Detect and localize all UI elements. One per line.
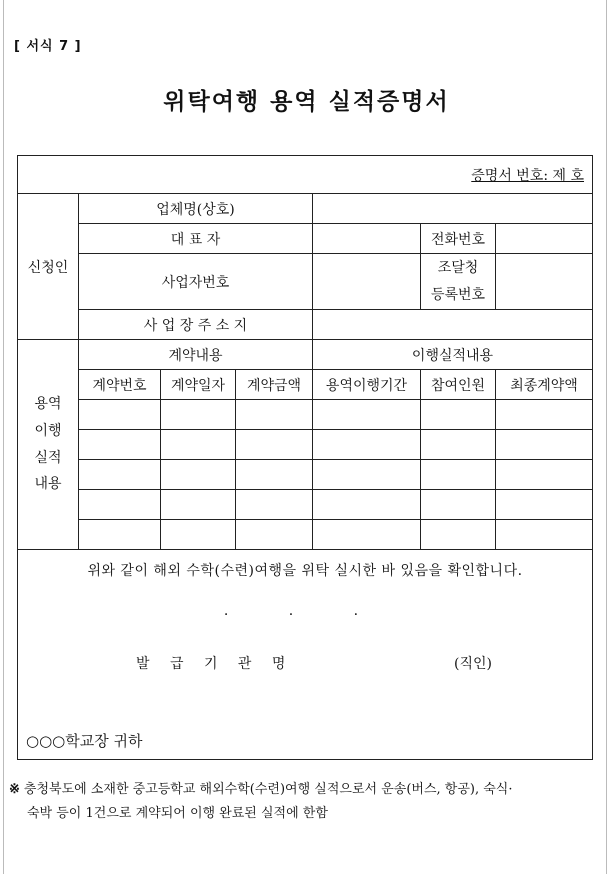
certificate-number-cell [18, 156, 593, 194]
procurement-reg-label-line1: 조달청 [437, 259, 479, 276]
address-label: 사 업 장 주 소 지 [79, 310, 313, 340]
table-cell[interactable] [79, 520, 161, 550]
table-cell[interactable] [79, 490, 161, 520]
footnote-line1 [9, 778, 605, 802]
table-row [18, 430, 593, 460]
procurement-reg-label-line2: 등록번호 [430, 286, 486, 303]
table-cell[interactable] [313, 490, 421, 520]
table-row [18, 400, 593, 430]
column-header: 참여인원 [421, 370, 496, 400]
table-cell[interactable] [161, 520, 236, 550]
table-cell[interactable] [313, 430, 421, 460]
table-cell[interactable] [161, 400, 236, 430]
table-cell[interactable] [236, 490, 313, 520]
table-row [18, 460, 593, 490]
table-cell[interactable] [236, 520, 313, 550]
table-cell[interactable] [496, 520, 593, 550]
contract-header: 계약내용 [79, 340, 313, 370]
table-cell[interactable] [421, 490, 496, 520]
seal-label: (직인) [454, 656, 492, 672]
business-reg-no-field[interactable] [313, 254, 421, 310]
table-cell[interactable] [496, 490, 593, 520]
table-cell[interactable] [421, 520, 496, 550]
column-header: 계약일자 [161, 370, 236, 400]
table-cell[interactable] [161, 430, 236, 460]
footnote-line2: 숙박 등이 1건으로 계약되어 이행 완료된 실적에 한함 [27, 806, 328, 821]
representative-label: 대 표 자 [79, 224, 313, 254]
certificate-form-table [17, 155, 593, 760]
applicant-section-label: 신청인 [18, 194, 79, 340]
table-cell[interactable] [161, 460, 236, 490]
service-label-line: 내용 [34, 476, 62, 493]
table-cell[interactable] [421, 400, 496, 430]
table-cell[interactable] [236, 430, 313, 460]
footnote [9, 778, 605, 826]
addressee: ○○○학교장 귀하 [26, 732, 143, 750]
issue-date-dots: . . . [223, 603, 387, 619]
table-cell[interactable] [496, 460, 593, 490]
business-name-label: 업체명(상호) [79, 194, 313, 224]
form-number: [ 서식 7 ] [14, 39, 82, 54]
business-name-field[interactable] [313, 194, 593, 224]
table-cell[interactable] [161, 490, 236, 520]
service-label-line: 이행 [34, 422, 62, 439]
column-header: 용역이행기간 [313, 370, 421, 400]
column-header: 최종계약액 [496, 370, 593, 400]
phone-label: 전화번호 [421, 224, 496, 254]
column-header: 계약번호 [79, 370, 161, 400]
table-cell[interactable] [236, 400, 313, 430]
procurement-reg-label [421, 254, 496, 310]
table-cell[interactable] [313, 400, 421, 430]
footnote-text-1: 충청북도에 소재한 중고등학교 해외수학(수련)여행 실적으로서 운송(버스, 항공), 숙식· [23, 782, 513, 797]
column-header: 계약금액 [236, 370, 313, 400]
table-cell[interactable] [236, 460, 313, 490]
table-cell[interactable] [79, 400, 161, 430]
table-row [18, 520, 593, 550]
confirmation-statement: 위와 같이 해외 수학(수련)여행을 위탁 실시한 바 있음을 확인합니다. [87, 563, 523, 579]
phone-field[interactable] [496, 224, 593, 254]
issuer-label: 발 급 기 관 명 [136, 656, 294, 672]
business-reg-no-label: 사업자번호 [79, 254, 313, 310]
service-label-line: 용역 [34, 396, 62, 413]
performance-header: 이행실적내용 [313, 340, 593, 370]
service-section-label [18, 340, 79, 550]
table-row [18, 490, 593, 520]
certificate-number: 증명서 번호: 제 호 [471, 167, 585, 184]
representative-field[interactable] [313, 224, 421, 254]
service-label-line: 실적 [34, 449, 62, 466]
confirmation-section [18, 550, 593, 760]
procurement-reg-field[interactable] [496, 254, 593, 310]
note-mark: ※ [9, 782, 20, 797]
table-cell[interactable] [313, 460, 421, 490]
table-cell[interactable] [421, 460, 496, 490]
document-title: 위탁여행 용역 실적증명서 [163, 88, 450, 115]
address-field[interactable] [313, 310, 593, 340]
table-cell[interactable] [496, 430, 593, 460]
table-cell[interactable] [421, 430, 496, 460]
table-cell[interactable] [313, 520, 421, 550]
table-cell[interactable] [79, 460, 161, 490]
table-cell[interactable] [496, 400, 593, 430]
table-cell[interactable] [79, 430, 161, 460]
